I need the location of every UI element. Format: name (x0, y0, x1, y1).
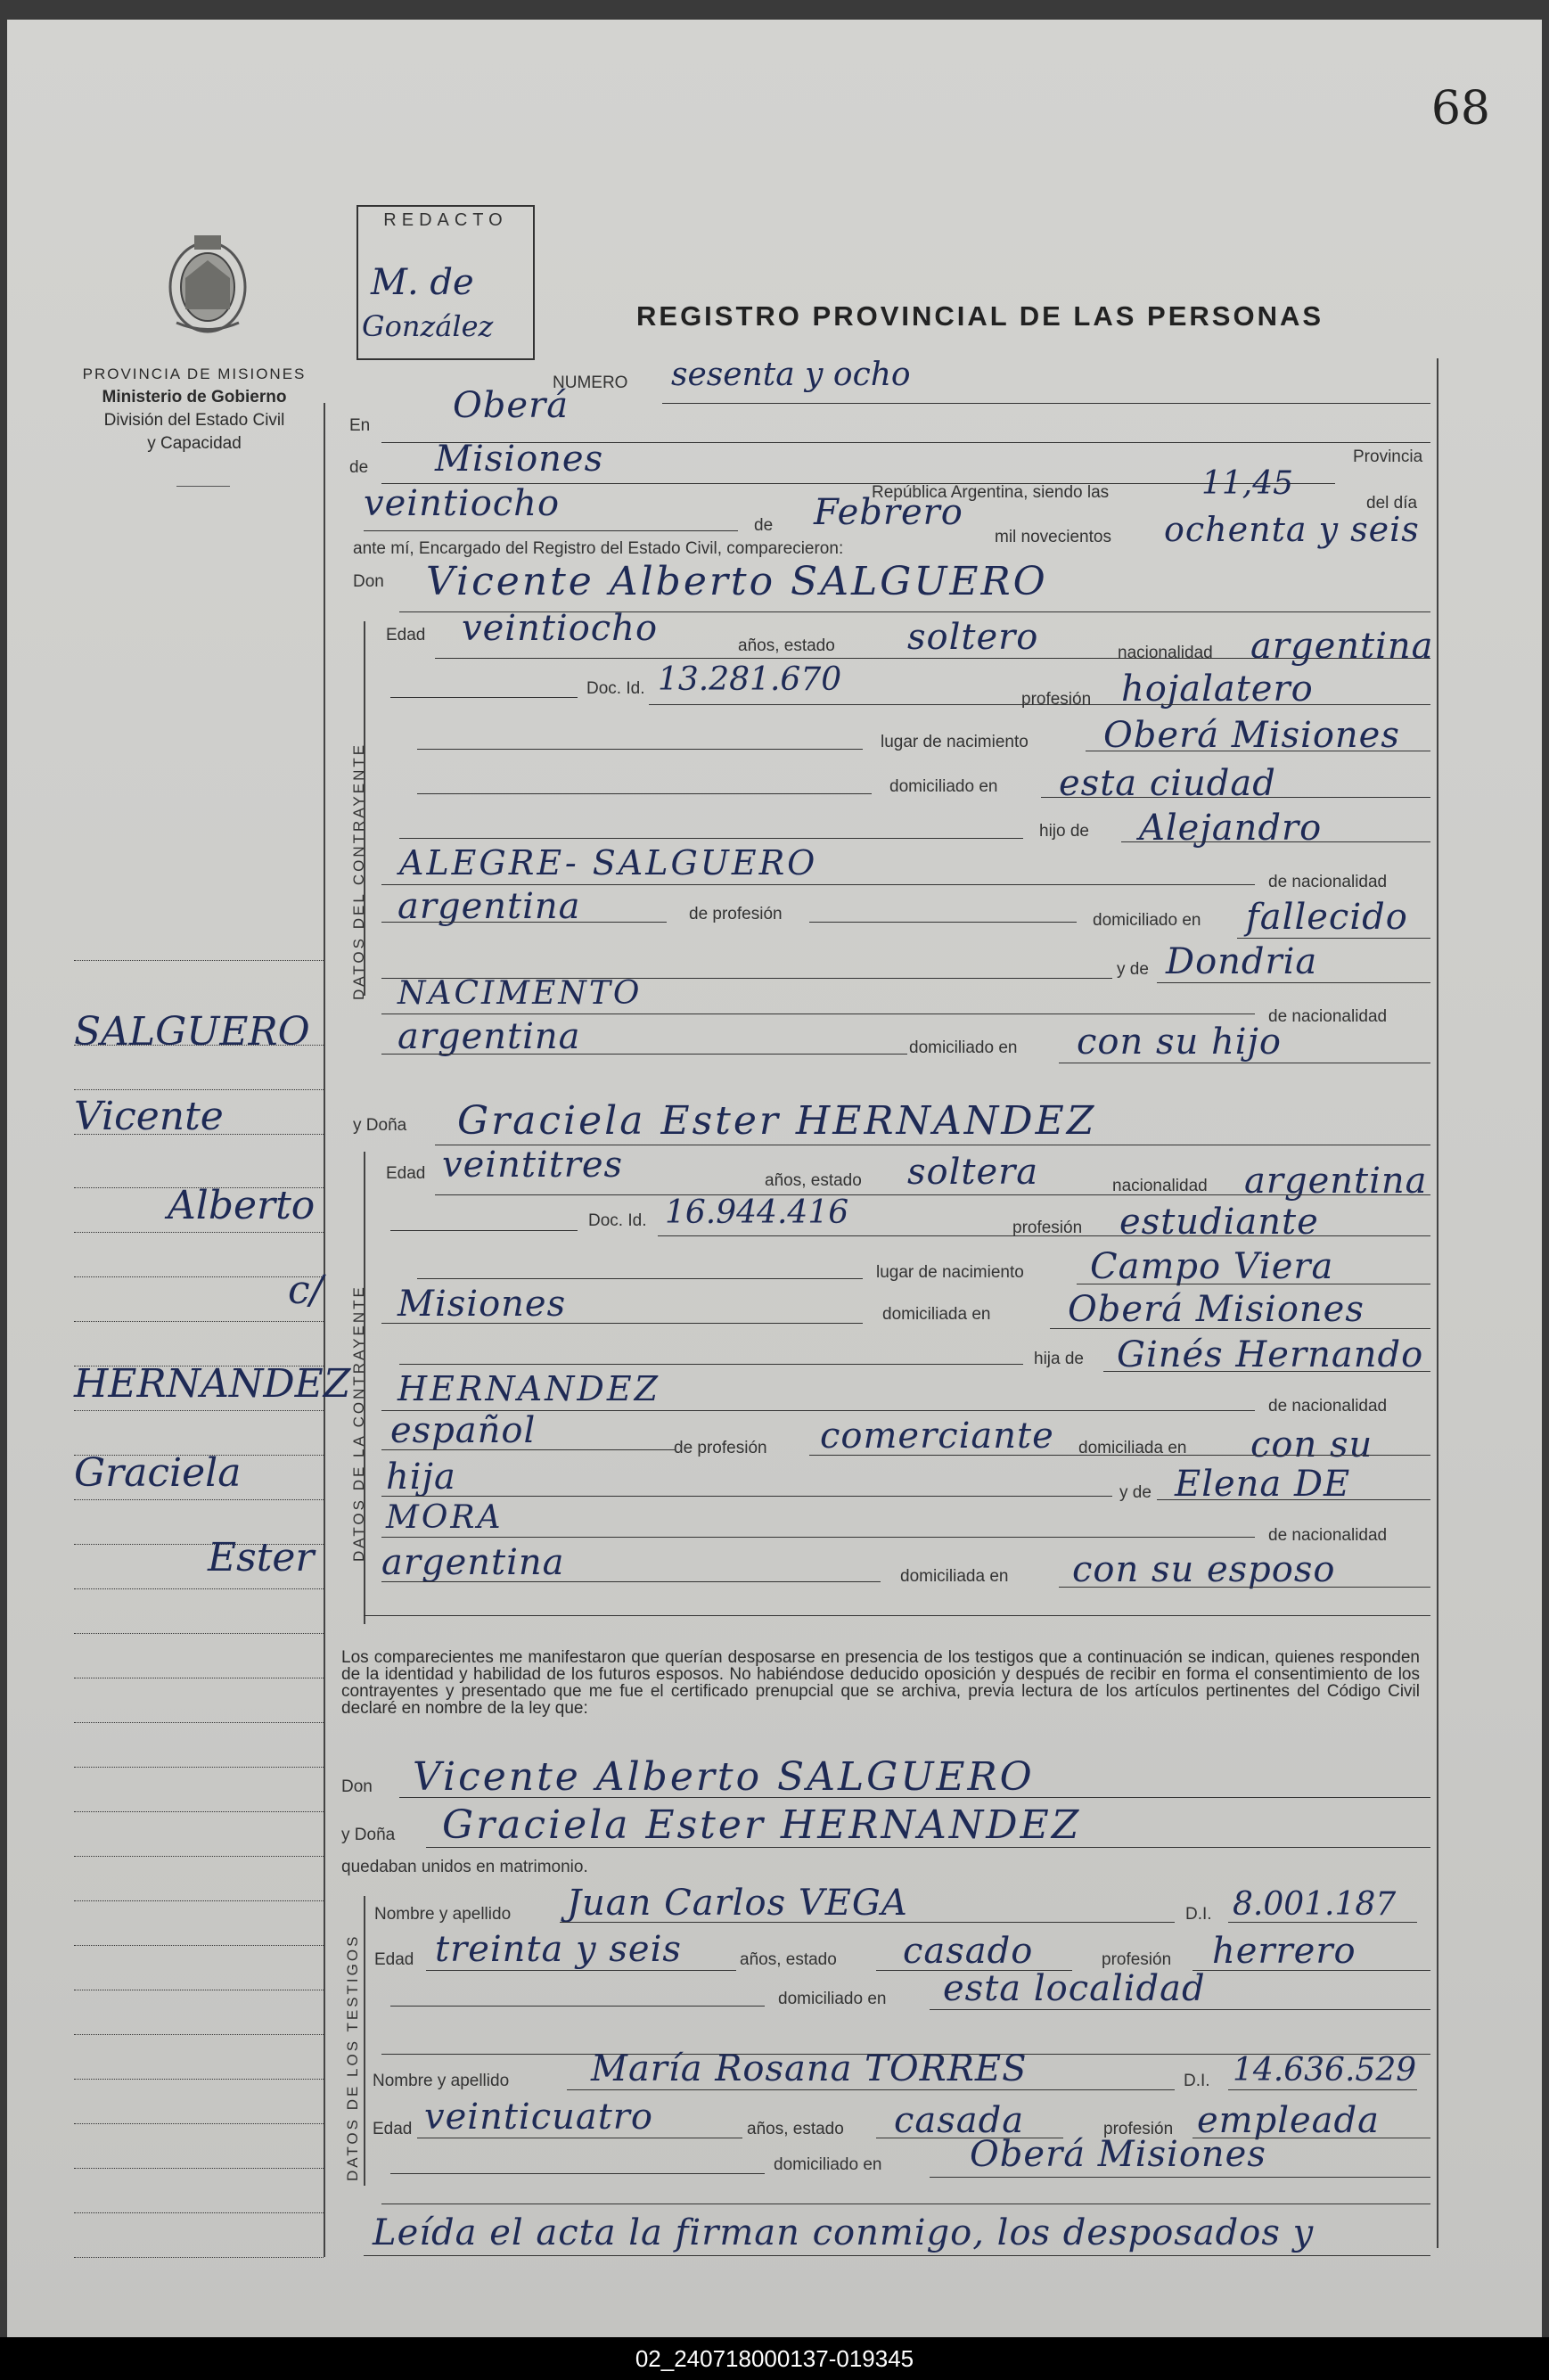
bride-mother-given-name: Elena DE (1175, 1464, 1351, 1505)
de-prof-label: de profesión (689, 905, 783, 923)
bride-doc: 16.944.416 (665, 1194, 849, 1231)
de-label: de (754, 516, 774, 535)
quedaban-label: quedaban unidos en matrimonio. (341, 1858, 588, 1876)
edad-label: Edad (386, 626, 426, 644)
bride-age: veintitres (442, 1145, 624, 1186)
anios-label: años, estado (747, 2120, 844, 2138)
witness1-address: esta localidad (943, 1968, 1206, 2009)
bride-name: Graciela Ester HERNANDEZ (442, 1802, 1082, 1848)
groom-marital: soltero (907, 617, 1039, 658)
section-label: DATOS DE LOS TESTIGOS (344, 1933, 361, 2181)
bride-name: Graciela Ester HERNANDEZ (457, 1098, 1097, 1144)
witness2-name: María Rosana TORRES (591, 2048, 1028, 2089)
domicilio-label: domiciliado en (909, 1038, 1018, 1057)
year-value: ochenta y seis (1164, 510, 1420, 549)
province-label: PROVINCIA DE MISIONES (82, 365, 307, 382)
bride-father-given-name: Ginés Hernando (1117, 1334, 1424, 1375)
provincia-label: Provincia (1353, 447, 1423, 466)
redacto-box (357, 205, 535, 360)
father-address: fallecido (1246, 897, 1408, 938)
edad-label: Edad (386, 1164, 426, 1183)
bride-father-surname: HERNANDEZ (397, 1369, 661, 1408)
anios-label: años, estado (740, 1950, 837, 1969)
bride-marital: soltera (907, 1152, 1039, 1193)
document-page (7, 20, 1542, 2337)
bride-profession: estudiante (1119, 1202, 1319, 1243)
divider (176, 486, 230, 487)
witness1-age: treinta y seis (435, 1929, 682, 1970)
witness2-address: Oberá Misiones (970, 2134, 1266, 2175)
de-prof-label: de profesión (674, 1439, 767, 1457)
domicilio-label: domiciliado en (889, 777, 998, 796)
nacionalidad-label: nacionalidad (1118, 644, 1213, 662)
margin-given-name: Ester (208, 1535, 315, 1580)
groom-name: Vicente Alberto SALGUERO (413, 1754, 1035, 1800)
divider (364, 1896, 365, 2186)
lugar-label: lugar de nacimiento (876, 1263, 1024, 1282)
hija-de-label: hija de (1034, 1350, 1084, 1368)
domiciliada-label: domiciliada en (1078, 1439, 1187, 1457)
de-nac-label: de nacionalidad (1268, 873, 1388, 891)
bride-mother-address: con su esposo (1072, 1549, 1336, 1590)
profesion-label: profesión (1102, 1950, 1172, 1969)
father-surname: ALEGRE- SALGUERO (399, 843, 818, 882)
domiciliado-label: domiciliado en (1093, 911, 1201, 930)
bride-father-nationality: español (390, 1410, 537, 1451)
edad-label: Edad (374, 1950, 414, 1969)
domiciliado-label: domiciliado en (778, 1990, 887, 2008)
margin-given-name: Vicente (74, 1094, 224, 1139)
nacionalidad-label: nacionalidad (1112, 1177, 1208, 1195)
domicilio-label: domiciliada en (882, 1305, 991, 1324)
redacto-initial: M. de (371, 262, 474, 303)
witness1-marital: casado (903, 1931, 1034, 1972)
lugar-label: lugar de nacimiento (881, 733, 1029, 751)
father-nationality: argentina (397, 886, 581, 927)
coat-of-arms-icon (159, 225, 257, 341)
division-label: División del Estado Civil (103, 411, 285, 430)
groom-nationality: argentina (1250, 626, 1434, 667)
margin-surname: SALGUERO (74, 1009, 310, 1055)
anios-label: años, estado (738, 636, 835, 655)
section-label: DATOS DEL CONTRAYENTE (350, 742, 367, 1000)
day-value: veintiocho (364, 483, 561, 524)
nombre-label: Nombre y apellido (374, 1905, 512, 1924)
doc-label: Doc. Id. (586, 679, 645, 698)
redacto-label: REDACTO (383, 210, 508, 230)
y-de-label: y de (1117, 960, 1149, 979)
closing-text: Leída el acta la firman conmigo, los desposados y (373, 2212, 1315, 2253)
hijo-de-label: hijo de (1039, 822, 1089, 841)
anios-label: años, estado (765, 1171, 862, 1190)
groom-birthplace: Oberá Misiones (1103, 715, 1400, 756)
document-title: REGISTRO PROVINCIAL DE LAS PERSONAS (636, 300, 1324, 332)
divider (1437, 358, 1438, 2248)
section-label: DATOS DE LA CONTRAYENTE (350, 1284, 367, 1562)
de-label: de (349, 458, 369, 477)
groom-name: Vicente Alberto SALGUERO (426, 559, 1048, 604)
witness2-age: veinticuatro (424, 2097, 653, 2138)
dona-label: y Doña (353, 1116, 407, 1135)
witness2-marital: casada (894, 2100, 1025, 2141)
bride-birthplace: Campo Viera (1090, 1246, 1334, 1287)
edad-label: Edad (373, 2120, 413, 2138)
mil-label: mil novecientos (995, 528, 1111, 546)
place-value: Oberá (453, 385, 570, 426)
witness1-profession: herrero (1212, 1931, 1356, 1972)
republica-label: República Argentina, siendo las (872, 483, 1110, 502)
margin-given-name: Graciela (74, 1450, 242, 1496)
domiciliado-label: domiciliado en (774, 2155, 882, 2174)
de-nac-label: de nacionalidad (1268, 1007, 1388, 1026)
ministry-label: Ministerio de Gobierno (102, 388, 287, 406)
witness1-name: Juan Carlos VEGA (567, 1883, 908, 1924)
groom-age: veintiocho (462, 608, 659, 649)
bride-father-profession: comerciante (820, 1416, 1054, 1457)
father-given-name: Alejandro (1139, 808, 1323, 849)
bride-nationality: argentina (1244, 1161, 1428, 1202)
y-de-label: y de (1119, 1483, 1152, 1502)
bride-mother-surname: MORA (386, 1499, 504, 1536)
witness1-di: 8.001.187 (1233, 1886, 1397, 1923)
profesion-label: profesión (1103, 2120, 1174, 2138)
groom-profession: hojalatero (1121, 669, 1314, 710)
mother-nationality: argentina (397, 1016, 581, 1057)
divider (324, 403, 325, 2257)
mother-address: con su hijo (1077, 1022, 1283, 1063)
bride-address: Oberá Misiones (1068, 1289, 1365, 1330)
ante-label: ante mí, Encargado del Registro del Estado Civil, comparecieron: (353, 539, 844, 558)
de-nac-label: de nacionalidad (1268, 1526, 1388, 1545)
doc-label: Doc. Id. (588, 1211, 647, 1230)
del-dia-label: del día (1366, 494, 1418, 513)
margin-given-name: Alberto (168, 1183, 316, 1228)
legal-paragraph: Los comparecientes me manifestaron que querían desposarse en presencia de los testigos que a continuación se indican, quienes responden de la identidad y habilidad de los futuros esposos. No habiéndose deducido oposición y después de recibir en forma el consentimiento de los contrayentes y presentado que me fue el certificado prenupcial que se archiva, previa lectura de los artículos pertinentes del Código Civil declaré en nombre de la ley que: (341, 1648, 1420, 1718)
nombre-label: Nombre y apellido (373, 2072, 510, 2090)
bride-birthplace-province: Misiones (397, 1284, 567, 1325)
mother-given-name: Dondria (1166, 941, 1318, 982)
groom-address: esta ciudad (1059, 763, 1276, 804)
numero-value: sesenta y ocho (671, 357, 911, 393)
redacto-name: González (362, 309, 494, 343)
margin-surname: HERNANDEZ (74, 1361, 351, 1407)
de-nac-label: de nacionalidad (1268, 1397, 1388, 1416)
domicilio-label: domiciliada en (900, 1567, 1009, 1586)
di-label: D.I. (1184, 2072, 1210, 2090)
hour-value: 11,45 (1201, 465, 1294, 502)
bride-father-address-2: hija (386, 1457, 456, 1498)
page-number: 68 (1430, 82, 1490, 135)
witness2-di: 14.636.529 (1233, 2052, 1417, 2089)
footer-id: 02_240718000137-019345 (0, 2337, 1549, 2380)
margin-connector: c/ (288, 1268, 324, 1313)
groom-doc: 13.281.670 (658, 661, 842, 698)
profesion-label: profesión (1021, 690, 1092, 709)
bride-father-address: con su (1250, 1424, 1373, 1465)
don-label: Don (353, 572, 384, 591)
bride-mother-nationality: argentina (381, 1542, 565, 1583)
don-label: Don (341, 1777, 373, 1796)
witness2-profession: empleada (1197, 2100, 1380, 2141)
di-label: D.I. (1185, 1905, 1212, 1924)
province-value: Misiones (435, 439, 604, 480)
dona-label: y Doña (341, 1826, 396, 1844)
mother-surname: NACIMENTO (397, 975, 643, 1012)
profesion-label: profesión (1012, 1219, 1083, 1237)
numero-label: NUMERO (553, 373, 628, 392)
en-label: En (349, 416, 371, 435)
month-value: Febrero (814, 492, 963, 533)
division-label-2: y Capacidad (147, 434, 242, 453)
